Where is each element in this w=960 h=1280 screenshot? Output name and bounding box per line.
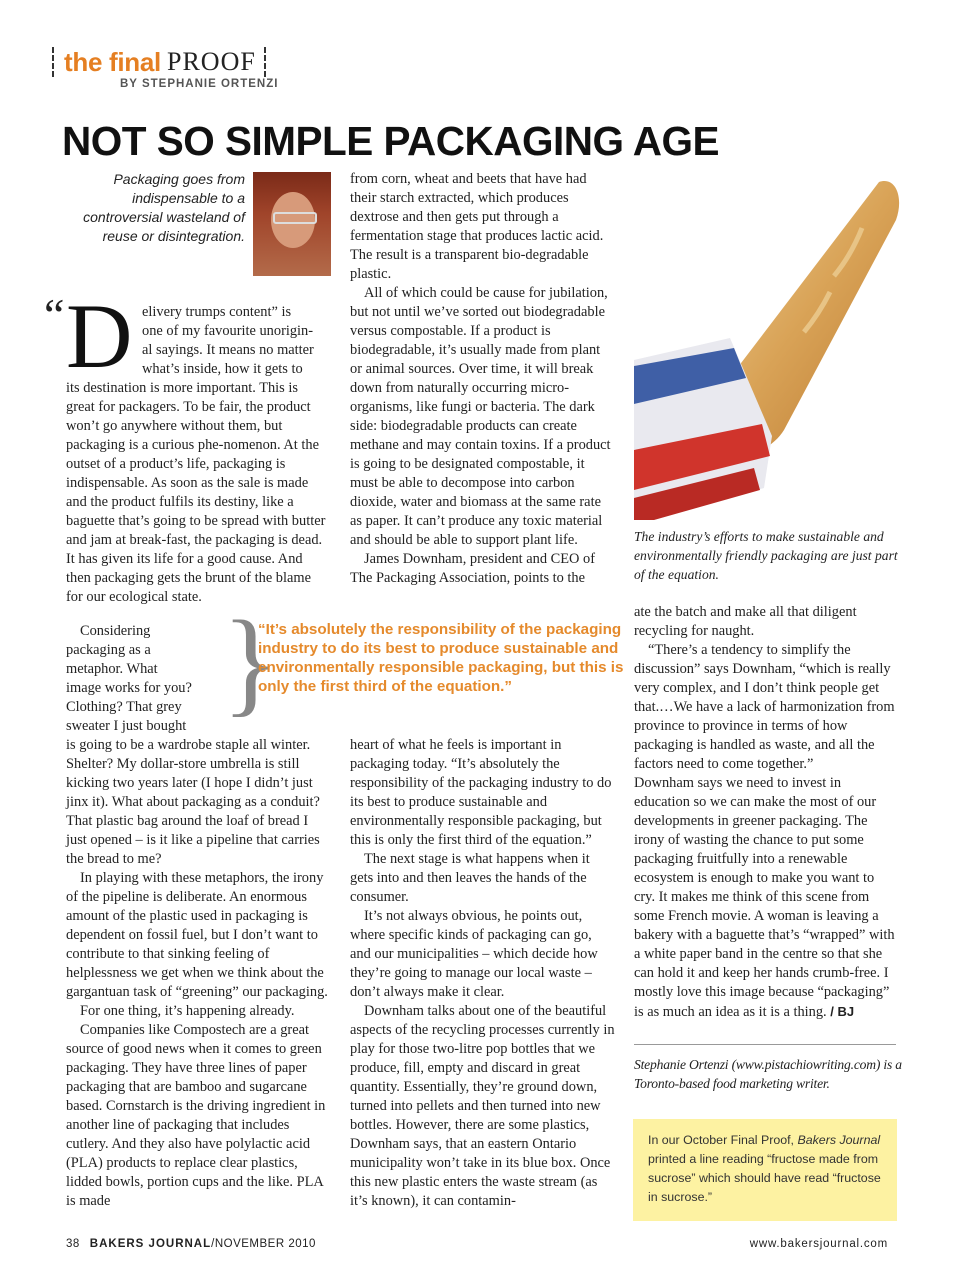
lead-line: what’s inside, how it gets to [142, 361, 303, 377]
footer-left [66, 1238, 316, 1250]
page-number: 38 [66, 1238, 80, 1250]
column-2-top [350, 170, 614, 588]
narrow-line: image works for you? [66, 680, 192, 696]
paragraph: For one thing, it’s happening already. [80, 1003, 295, 1019]
lead-line: al sayings. It means no matter [142, 342, 314, 358]
section-prefix: the final [64, 46, 161, 77]
paragraph: is going to be a wardrobe staple all winter. Shelter? My dollar-store umbrella is still kicking two years later (I hope I didn’t just jinx it). What about packaging as a conduit? That plastic bag around the loaf of bread I just opened – is it like a pipeline that carries the bread to me? [66, 737, 320, 867]
photo-caption: The industry’s efforts to make sustainable and environmentally friendly packaging are just part of the equation. [634, 529, 898, 582]
lead-line: elivery trumps content” is [142, 304, 292, 320]
pull-quote: “It’s absolutely the responsibility of the packaging industry to do its best to produce sustainable and environmentally responsible packaging, but this is only the first third of the equation.” [258, 621, 624, 695]
deck: Packaging goes from indispensable to a controversial wasteland of reuse or disintegration. [83, 171, 245, 244]
column-1-lead [142, 303, 332, 379]
paragraph: James Downham, president and CEO of The Packaging Association, points to the [350, 551, 596, 586]
paragraph: heart of what he feels is important in packaging today. “It’s absolutely the responsibility of the packaging industry to do its best to produce sustainable and environmentally responsible packaging, but this is only the first third of the equation.” [350, 737, 612, 848]
paragraph: All of which could be cause for jubilation, but not until we’ve sorted out biodegradable versus compostable. If a product is biodegradable, it’s usually made from plant or animal sources. Over time, it will break down from naturally occurring micro-organisms, like fungi or bacteria. The dark side: biodegradable products can create methane and may contain toxins. If a product is going to be designated compostable, it must be able to decompose into carbon dioxide, water and biomass at the same rate as paper. It can’t produce any toxic material and should be able to support plant life. [350, 285, 611, 548]
author-photo [253, 172, 331, 276]
column-1-narrow [66, 622, 226, 736]
paragraph: “There’s a tendency to simplify the discussion” says Downham, “which is really very complex, and I don’t think people get that.…We have a lack of harmonization from province to province in terms of how packaging is handled as waste, and all the factors need to come together.” [634, 642, 895, 772]
open-quote-mark: “ [44, 289, 65, 340]
narrow-line: packaging as a [66, 642, 151, 658]
magazine-name: BAKERS JOURNAL [89, 1238, 212, 1250]
column-1-body [66, 379, 330, 607]
paragraph: Downham talks about one of the beautiful aspects of the recycling processes currently in play for those two-litre pop bottles that we produce, fill, empty and discard in great quantity. Essentially, they’re ground down, turned into pellets and then turned into new bottles. However, there are some plastics, Downham says, that an eastern Ontario municipality won’t take in its blue box. Once this new plastic enters the waste stream (as it’s known), it can contamin- [350, 1003, 615, 1209]
paragraph: ate the batch and make all that diligent recycling for naught. [634, 604, 857, 639]
author-glasses [273, 212, 317, 224]
baguette-photo [634, 168, 904, 520]
section-kicker [44, 44, 276, 80]
correction-box [633, 1119, 897, 1221]
paragraph: from corn, wheat and beets that have had their starch extracted, which produces dextrose and then gets put through a fermentation stage that produces lactic acid. The result is a transparent bio-degradable plastic. [350, 171, 604, 282]
narrow-line: sweater I just bought [66, 718, 187, 734]
sign-off: / BJ [830, 1004, 855, 1019]
drop-cap: D [66, 285, 133, 387]
kicker-divider-left [52, 47, 56, 77]
paragraph: It’s not always obvious, he points out, where specific kinds of packaging can go, and our municipalities – which decide how they’re going to manage our local waste – don’t always make it clear. [350, 908, 598, 1000]
column-3 [634, 603, 898, 1022]
correction-text: In our October Final Proof, [648, 1133, 798, 1147]
author-bio: Stephanie Ortenzi (www.pistachiowriting.com) is a Toronto-based food marketing writer. [634, 1057, 902, 1091]
column-2-bottom [350, 736, 616, 1211]
paragraph: Companies like Compostech are a great source of good news when it comes to green packaging. They have three lines of paper packaging that are bamboo and sugarcane based. Cornstarch is the driving ingredient in another line of packaging that includes cutlery. And they also have polylactic acid (PLA) products to replace clear plastics, lidded bowls, portion cups and the like. PLA is made [66, 1022, 326, 1209]
lead-line: one of my favourite unorigin- [142, 323, 314, 339]
byline: BY STEPHANIE ORTENZI [120, 78, 279, 90]
paragraph: Downham says we need to invest in education so we can make the most of our developments in greener packaging. The irony of wasting the chance to put some packaging fruitfully into a renewable ecosystem is enough to make you want to cry. It makes me think of this scene from some French movie. A woman is leaving a bakery with a baguette that’s “wrapped” with a white paper band in the centre so that she can hold it and keep her hands crumb-free. I mostly love this image because “packaging” is as much an idea as it is a thing. [634, 775, 895, 1020]
issue-date: /NOVEMBER 2010 [211, 1238, 316, 1250]
headline: NOT SO SIMPLE PACKAGING AGE [62, 118, 720, 164]
narrow-line: Considering [80, 623, 151, 639]
bio-divider [634, 1044, 896, 1045]
correction-text: printed a line reading “fructose made from sucrose” which should have read “fructose in sucrose.” [648, 1152, 881, 1204]
footer-url: www.bakersjournal.com [749, 1238, 888, 1250]
paragraph: In playing with these metaphors, the irony of the pipeline is deliberate. An enormous amount of the plastic used in packaging is dependent on fossil fuel, but I don’t want to contribute to that sinking feeling of helplessness we get when we think about the gargantuan task of “greening” our packaging. [66, 870, 328, 1000]
narrow-line: metaphor. What [66, 661, 158, 677]
section-word: PROOF [166, 47, 256, 76]
narrow-line: Clothing? That grey [66, 699, 182, 715]
pull-quote-brace: } [222, 596, 279, 727]
paragraph: The next stage is what happens when it gets into and then leaves the hands of the consumer. [350, 851, 590, 905]
correction-publication: Bakers Journal [797, 1133, 881, 1147]
column-1-body-lower [66, 736, 330, 1211]
kicker-divider-right [264, 47, 268, 77]
paragraph: its destination is more important. This is great for packagers. To be fair, the product won’t go anywhere without them, but packaging is a curious phe-nomenon. At the outset of a product’s life, packaging is indispensable. As soon as the sale is made and the product fulfils its destiny, like a baguette that’s going to be spread with butter and jam at break-fast, the packaging is dead. It has given its life for a good cause. And then packaging gets the brunt of the blame for our ecological state. [66, 380, 326, 605]
